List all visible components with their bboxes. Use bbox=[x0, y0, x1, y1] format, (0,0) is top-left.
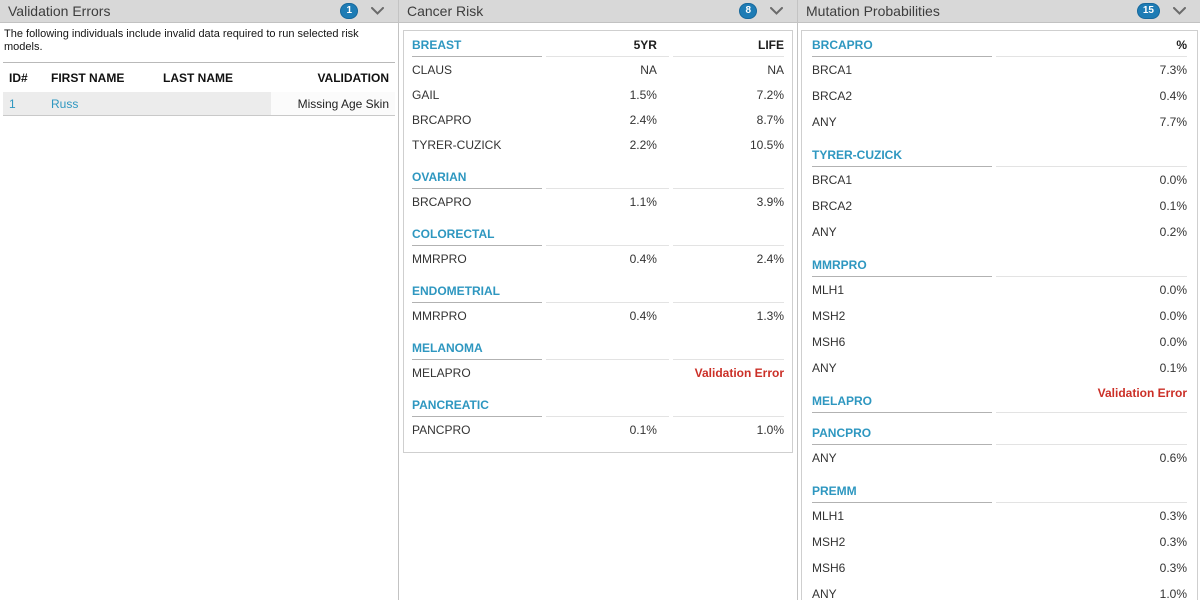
mutation-row bbox=[812, 167, 1187, 193]
value-pct: 0.4% bbox=[1159, 89, 1187, 103]
section-title: BRCAPRO bbox=[812, 38, 992, 57]
model-label: MELAPRO bbox=[412, 365, 471, 380]
risk-row bbox=[412, 303, 784, 328]
value-5yr: 2.4% bbox=[629, 112, 657, 127]
column-header-life bbox=[673, 355, 784, 360]
section-title: MELAPRO bbox=[812, 394, 992, 413]
risk-row bbox=[412, 82, 784, 107]
section-title: PANCREATIC bbox=[412, 398, 542, 417]
section-header bbox=[812, 256, 1187, 277]
column-header-life bbox=[673, 412, 784, 417]
gene-label: MSH2 bbox=[812, 309, 846, 323]
risk-row bbox=[412, 57, 784, 82]
gene-label: BRCA2 bbox=[812, 199, 853, 213]
patient-first-name-link[interactable]: Russ bbox=[51, 96, 79, 111]
mutation-row bbox=[812, 329, 1187, 355]
column-header-life bbox=[673, 241, 784, 246]
section-title: ENDOMETRIAL bbox=[412, 284, 542, 303]
section-header bbox=[812, 482, 1187, 503]
column-header-pct bbox=[996, 498, 1187, 503]
model-label: MMRPRO bbox=[412, 251, 467, 266]
mutation-row bbox=[812, 445, 1187, 471]
cancer-risk-panel bbox=[398, 0, 797, 600]
validation-panel-header[interactable] bbox=[0, 0, 398, 23]
count-badge: 8 bbox=[739, 3, 757, 19]
mutation-probabilities-panel bbox=[797, 0, 1200, 600]
mutation-row bbox=[812, 277, 1187, 303]
patient-id-link[interactable]: 1 bbox=[9, 96, 16, 111]
mutation-section bbox=[812, 424, 1187, 471]
gene-label: BRCA1 bbox=[812, 173, 853, 187]
mutation-row bbox=[812, 555, 1187, 581]
value-5yr: 1.5% bbox=[629, 87, 657, 102]
panel-title: Mutation Probabilities bbox=[806, 3, 940, 19]
risk-section bbox=[412, 36, 784, 157]
mutation-row bbox=[812, 219, 1187, 245]
value-pct: 0.0% bbox=[1159, 309, 1187, 323]
value-life: 8.7% bbox=[756, 112, 784, 127]
mutation-row bbox=[812, 503, 1187, 529]
validation-table-rows bbox=[3, 92, 395, 115]
column-header-pct bbox=[996, 272, 1187, 277]
section-header bbox=[812, 36, 1187, 57]
column-header-pct bbox=[996, 38, 1187, 57]
mutation-section bbox=[812, 36, 1187, 135]
gene-label: MSH2 bbox=[812, 535, 846, 549]
column-header-id: ID# bbox=[9, 71, 28, 86]
mutation-row bbox=[812, 57, 1187, 83]
column-header-validation: VALIDATION bbox=[317, 71, 389, 86]
risk-row bbox=[412, 189, 784, 214]
cancer-risk-sections bbox=[403, 30, 793, 453]
gene-label: MSH6 bbox=[812, 561, 846, 575]
risk-row bbox=[412, 246, 784, 271]
column-header-5yr: 5YR bbox=[546, 38, 669, 57]
value-pct: 7.3% bbox=[1159, 63, 1187, 77]
validation-description: The following individuals include invalid data required to run selected risk models. bbox=[4, 28, 359, 54]
panel-title: Validation Errors bbox=[8, 3, 111, 19]
validation-error-text: Validation Error bbox=[1097, 386, 1187, 400]
panel-title: Cancer Risk bbox=[407, 3, 484, 19]
chevron-down-icon[interactable] bbox=[770, 7, 783, 15]
value-5yr: 2.2% bbox=[629, 137, 657, 152]
model-label: GAIL bbox=[412, 87, 440, 102]
value-pct: 7.7% bbox=[1159, 115, 1187, 129]
risk-section bbox=[412, 339, 784, 385]
column-header-5yr bbox=[546, 184, 669, 189]
value-pct: 0.0% bbox=[1159, 173, 1187, 187]
risk-row bbox=[412, 417, 784, 442]
mutation-sections bbox=[801, 30, 1198, 600]
mutation-row bbox=[812, 581, 1187, 600]
mutation-row bbox=[812, 529, 1187, 555]
validation-errors-panel bbox=[0, 0, 398, 600]
column-header-life bbox=[673, 298, 784, 303]
section-title: MELANOMA bbox=[412, 341, 542, 360]
model-label: BRCAPRO bbox=[412, 112, 472, 127]
column-header-last-name: LAST NAME bbox=[163, 71, 233, 86]
column-header-5yr bbox=[546, 241, 669, 246]
value-life: 10.5% bbox=[749, 137, 784, 152]
count-badge: 15 bbox=[1137, 3, 1160, 19]
gene-label: MLH1 bbox=[812, 509, 845, 523]
risk-section bbox=[412, 396, 784, 442]
mutation-row bbox=[812, 193, 1187, 219]
cancer-risk-panel-header[interactable] bbox=[399, 0, 797, 23]
risk-row bbox=[412, 107, 784, 132]
value-pct: 0.1% bbox=[1159, 361, 1187, 375]
value-life: 1.0% bbox=[756, 422, 784, 437]
mutation-row bbox=[812, 303, 1187, 329]
column-header-pct bbox=[996, 440, 1187, 445]
model-label: PANCPRO bbox=[412, 422, 471, 437]
value-pct: 0.3% bbox=[1159, 535, 1187, 549]
value-life: NA bbox=[767, 62, 784, 77]
section-title: TYRER-CUZICK bbox=[812, 148, 992, 167]
gene-label: ANY bbox=[812, 115, 837, 129]
value-pct: 0.2% bbox=[1159, 225, 1187, 239]
value-pct: 0.1% bbox=[1159, 199, 1187, 213]
value-pct: 0.6% bbox=[1159, 451, 1187, 465]
section-header bbox=[412, 282, 784, 303]
gene-label: ANY bbox=[812, 587, 837, 600]
value-5yr: 0.1% bbox=[629, 422, 657, 437]
mutation-section bbox=[812, 256, 1187, 381]
column-header-pct bbox=[996, 386, 1187, 413]
mutation-section bbox=[812, 386, 1187, 413]
value-life: 1.3% bbox=[756, 308, 784, 323]
model-label: TYRER-CUZICK bbox=[412, 137, 502, 152]
risk-row bbox=[412, 132, 784, 157]
section-title: COLORECTAL bbox=[412, 227, 542, 246]
value-life: 7.2% bbox=[756, 87, 784, 102]
value-life: 3.9% bbox=[756, 194, 784, 209]
value-5yr: 0.4% bbox=[629, 251, 657, 266]
value-pct: 0.3% bbox=[1159, 561, 1187, 575]
value-pct: 0.0% bbox=[1159, 283, 1187, 297]
chevron-down-icon[interactable] bbox=[1173, 7, 1186, 15]
section-header bbox=[412, 168, 784, 189]
risk-section bbox=[412, 282, 784, 328]
value-life: 2.4% bbox=[756, 251, 784, 266]
section-title: PREMM bbox=[812, 484, 992, 503]
mutation-row bbox=[812, 355, 1187, 381]
value-5yr: 0.4% bbox=[629, 308, 657, 323]
section-header bbox=[812, 424, 1187, 445]
chevron-down-icon[interactable] bbox=[371, 7, 384, 15]
column-header-life bbox=[673, 184, 784, 189]
section-header bbox=[812, 146, 1187, 167]
section-title: OVARIAN bbox=[412, 170, 542, 189]
column-header-5yr bbox=[546, 412, 669, 417]
column-header-5yr bbox=[546, 355, 669, 360]
section-header bbox=[412, 396, 784, 417]
section-header bbox=[412, 339, 784, 360]
gene-label: ANY bbox=[812, 361, 837, 375]
value-pct: 0.0% bbox=[1159, 335, 1187, 349]
mutation-section bbox=[812, 482, 1187, 600]
value-5yr: NA bbox=[640, 62, 657, 77]
count-badge: 1 bbox=[340, 3, 358, 19]
gene-label: BRCA1 bbox=[812, 63, 853, 77]
section-title: MMRPRO bbox=[812, 258, 992, 277]
risk-row bbox=[412, 360, 784, 385]
gene-label: ANY bbox=[812, 451, 837, 465]
validation-table bbox=[3, 62, 395, 116]
section-header bbox=[412, 36, 784, 57]
model-label: BRCAPRO bbox=[412, 194, 472, 209]
column-header-first-name: FIRST NAME bbox=[51, 71, 125, 86]
gene-label: ANY bbox=[812, 225, 837, 239]
risk-section bbox=[412, 168, 784, 214]
mutation-section bbox=[812, 146, 1187, 245]
section-title: BREAST bbox=[412, 38, 542, 57]
value-pct: 1.0% bbox=[1159, 587, 1187, 600]
mutation-row bbox=[812, 109, 1187, 135]
model-label: MMRPRO bbox=[412, 308, 467, 323]
mutation-panel-header[interactable] bbox=[798, 0, 1200, 23]
value-5yr: 1.1% bbox=[629, 194, 657, 209]
section-header bbox=[412, 225, 784, 246]
validation-row[interactable] bbox=[3, 92, 395, 115]
section-header bbox=[812, 386, 1187, 413]
validation-table-header bbox=[3, 63, 395, 92]
gene-label: MSH6 bbox=[812, 335, 846, 349]
gene-label: BRCA2 bbox=[812, 89, 853, 103]
validation-error-text: Validation Error bbox=[694, 365, 784, 380]
validation-panel-body bbox=[0, 23, 398, 116]
column-header-life: LIFE bbox=[673, 38, 784, 57]
risk-section bbox=[412, 225, 784, 271]
section-title: PANCPRO bbox=[812, 426, 992, 445]
gene-label: MLH1 bbox=[812, 283, 845, 297]
value-pct: 0.3% bbox=[1159, 509, 1187, 523]
validation-message: Missing Age Skin bbox=[271, 92, 395, 115]
column-header-pct bbox=[996, 162, 1187, 167]
mutation-row bbox=[812, 83, 1187, 109]
column-header-pct-label: % bbox=[1176, 38, 1187, 52]
model-label: CLAUS bbox=[412, 62, 453, 77]
column-header-5yr bbox=[546, 298, 669, 303]
